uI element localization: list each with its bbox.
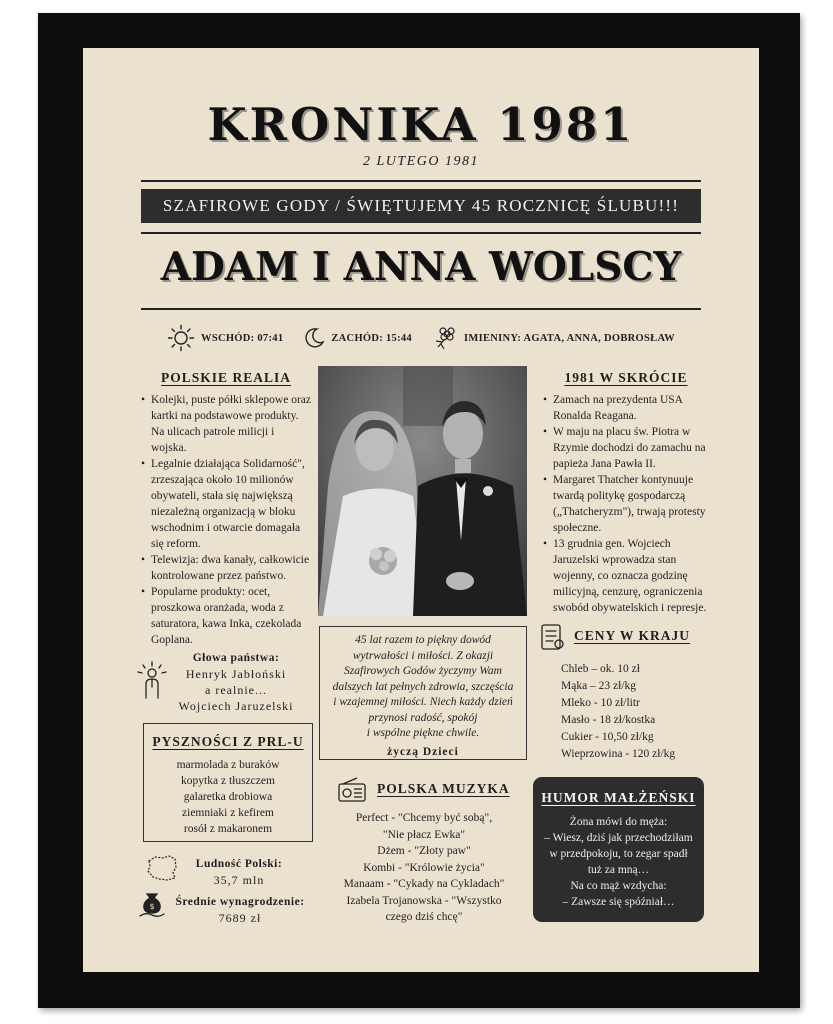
wishes-line: Szafirowych Godów życzymy Wam <box>344 665 502 677</box>
namedays-label: IMIENINY: AGATA, ANNA, DOBROSŁAW <box>463 332 675 344</box>
price-item: Mąka – 23 zł/kg <box>561 680 637 692</box>
head-of-state-line: Henryk Jabłoński <box>185 667 287 681</box>
list-item: • Telewizja: dwa kanały, całkowicie kontrolowane przez państwo. <box>141 552 311 584</box>
wishes-box <box>319 626 527 760</box>
wishes-line: i wspólne piękne chwile. <box>366 727 480 739</box>
sunset-label: ZACHÓD: 15:44 <box>331 332 412 344</box>
poster-title: KRONIKA 1981 <box>207 98 635 151</box>
sunrise-info <box>167 324 283 352</box>
humor-line: Żona mówi do męża: <box>569 816 668 828</box>
poster-paper <box>83 48 759 972</box>
salary-value: 7689 zł <box>218 911 262 925</box>
population-stat <box>183 856 295 888</box>
head-of-state-line: a realnie... <box>205 683 267 697</box>
couple-names: ADAM I ANNA WOLSCY <box>160 244 682 290</box>
skrot-heading: 1981 W SKRÓCIE <box>564 370 688 385</box>
salary-stat <box>165 894 315 926</box>
wishes-line: dalszych lat pełnych zdrowia, szczęścia <box>332 680 514 693</box>
list-item: • Popularne produkty: ocet, proszkowa oranżada, woda z saturatora, kawa Inka, czekolada Goplana. <box>141 584 311 648</box>
price-item: Cukier - 10,50 zł/kg <box>561 731 654 743</box>
divider <box>141 180 701 182</box>
sun-icon <box>167 324 195 352</box>
price-item: Chleb – ok. 10 zł <box>561 663 640 675</box>
list-item: • 13 grudnia gen. Wojciech Jaruzelski wprowadza stan wojenny, co oznacza godzinę milicyjną, cenzurę, ograniczenia swobód obywatelskich i represje. <box>543 536 709 616</box>
wishes-signature: życzą Dzieci <box>387 745 459 758</box>
music-line: Izabela Trojanowska - "Wszystko <box>346 894 502 907</box>
skrot-section <box>543 370 709 616</box>
wishes-line: wytrwałości i miłości. Z okazji <box>352 649 494 662</box>
list-item: • Zamach na prezydenta USA Ronalda Reagana. <box>543 392 709 424</box>
wishes-line: i wzajemnej miłości. Niech każdy dzień <box>333 696 513 708</box>
radio-icon <box>337 776 367 808</box>
humor-line: w przedpokoju, to zegar spadł <box>549 848 688 860</box>
prl-food-heading: PYSZNOŚCI Z PRL-U <box>152 734 304 749</box>
music-line: czego dziś chcę" <box>385 911 463 923</box>
salary-label: Średnie wynagrodzenie: <box>175 896 305 908</box>
anniversary-banner: SZAFIROWE GODY / ŚWIĘTUJEMY 45 ROCZNICĘ ŚLUBU!!! <box>141 189 701 223</box>
head-icon <box>135 660 169 704</box>
list-item: kopytka z tłuszczem <box>181 775 275 787</box>
prices-list <box>561 661 701 763</box>
list-item: • Legalnie działająca Solidarność", zrzeszająca około 10 milionów obywateli, stała się największą niezależną organizacją w bloku wschodnim i otwarcie domagała się reform. <box>141 456 311 552</box>
humor-line: tuż za mną… <box>587 864 650 876</box>
flower-icon <box>432 325 458 351</box>
list-item: galaretka drobiowa <box>183 791 273 803</box>
skrot-list <box>543 392 709 616</box>
list-item: marmolada z buraków <box>176 759 280 771</box>
music-line: Perfect - "Chcemy być sobą", <box>355 812 493 824</box>
sunrise-label: WSCHÓD: 07:41 <box>201 332 284 344</box>
population-value: 35,7 mln <box>213 873 265 887</box>
divider <box>141 232 701 234</box>
realia-list <box>141 392 311 648</box>
receipt-icon <box>538 622 566 656</box>
poster-date: 2 LUTEGO 1981 <box>363 154 479 169</box>
humor-line: – Zawsze się spóźniał… <box>562 896 675 908</box>
music-line: Dżem - "Złoty paw" <box>377 845 471 857</box>
prl-food-box <box>143 723 313 842</box>
price-item: Masło - 18 zł/kostka <box>561 714 656 726</box>
wishes-line: przynosi radość, spokój <box>368 711 478 724</box>
moon-icon <box>303 327 325 349</box>
music-line: Manaam - "Cykady na Cykladach" <box>343 878 505 890</box>
list-item: rosół z makaronem <box>183 823 273 835</box>
divider <box>141 308 701 310</box>
salary-icon <box>138 890 166 924</box>
music-line: Kombi - "Królowie życia" <box>363 861 485 874</box>
list-item: ziemniaki z kefirem <box>182 807 274 819</box>
population-label: Ludność Polski: <box>195 858 283 870</box>
svg-text:$: $ <box>149 902 155 911</box>
wishes-line: 45 lat razem to piękny dowód <box>355 634 491 646</box>
humor-line: – Wiesz, dziś jak przechodziłam <box>544 832 693 844</box>
music-list <box>319 810 529 926</box>
list-item: • Margaret Thatcher kontynuuje twardą politykę gospodarczą („Thatcheryzm"), trwają protesty społeczne. <box>543 472 709 536</box>
realia-heading: POLSKIE REALIA <box>161 370 291 385</box>
humor-heading: HUMOR MAŁŻEŃSKI <box>541 790 696 805</box>
poland-map-icon <box>145 853 179 887</box>
sunset-info <box>303 327 412 349</box>
wedding-photo <box>318 366 527 616</box>
namedays-info <box>432 325 675 351</box>
price-item: Mleko - 10 zł/litr <box>561 697 640 709</box>
music-heading: POLSKA MUZYKA <box>377 781 510 796</box>
humor-box <box>533 777 704 922</box>
head-of-state-heading: Głowa państwa: <box>192 652 280 664</box>
info-bar <box>83 320 759 356</box>
prices-heading: CENY W KRAJU <box>574 628 691 643</box>
humor-line: Na co mąż wzdycha: <box>570 880 667 892</box>
realia-section <box>141 370 311 648</box>
price-item: Wieprzowina - 120 zł/kg <box>561 748 676 760</box>
list-item: • W maju na placu św. Piotra w Rzymie dochodzi do zamachu na papieża Jana Pawła II. <box>543 424 709 472</box>
list-item: • Kolejki, puste półki sklepowe oraz kartki na podstawowe produkty. Na ulicach patrole milicji i wojska. <box>141 392 311 456</box>
music-line: "Nie płacz Ewka" <box>382 828 466 841</box>
head-of-state <box>171 650 301 714</box>
head-of-state-line: Wojciech Jaruzelski <box>178 699 294 713</box>
